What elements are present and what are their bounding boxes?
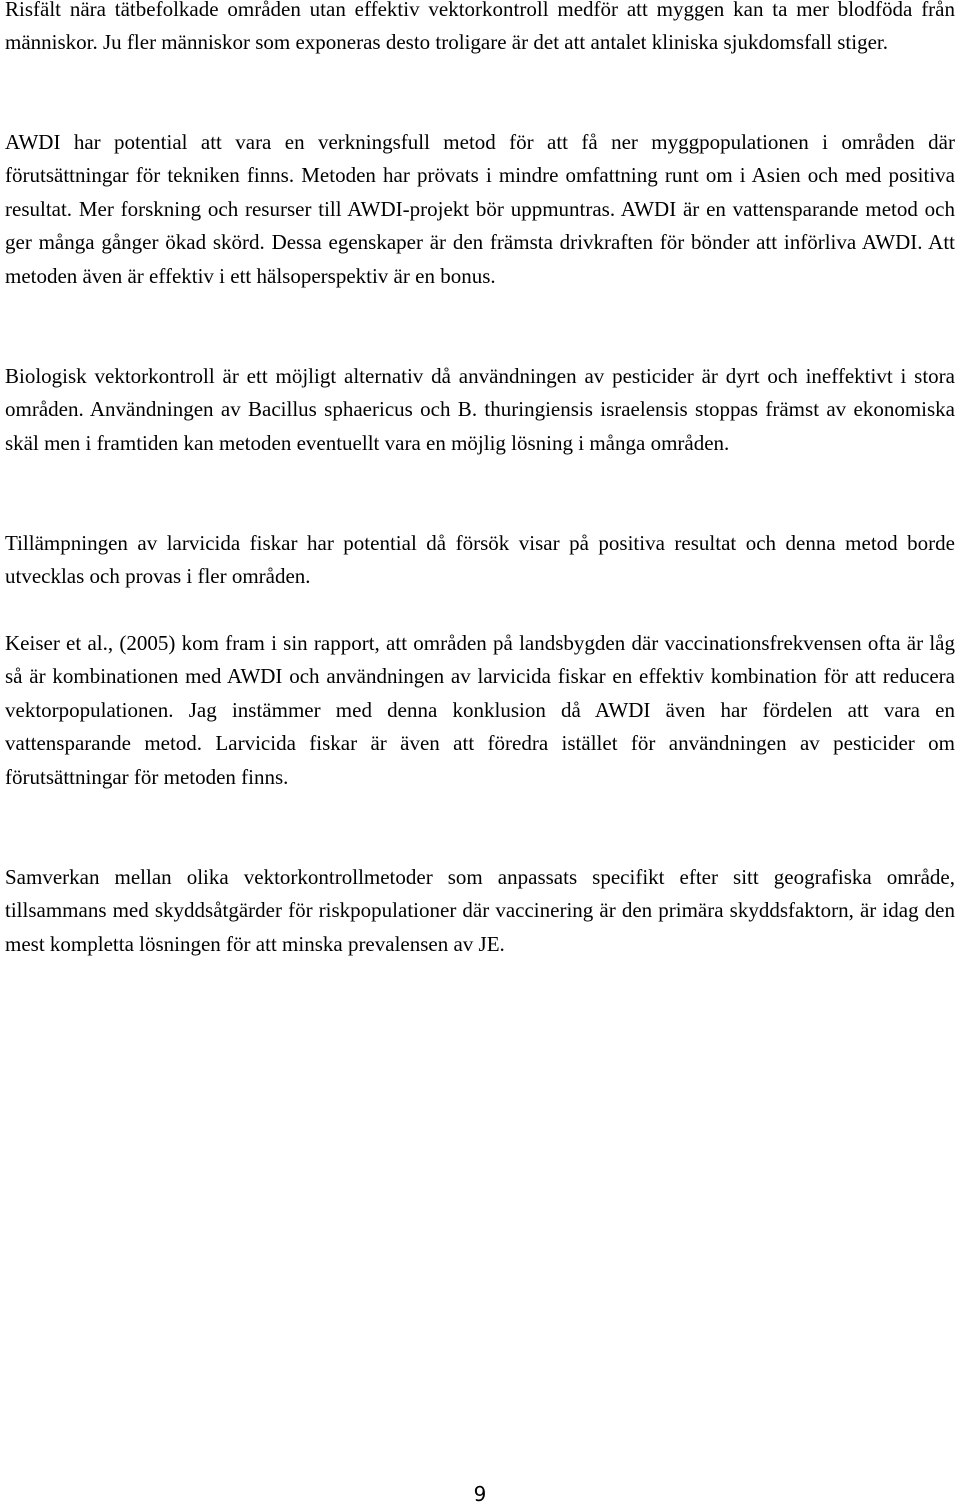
- paragraph-awdi: AWDI har potential att vara en verkningsfull metod för att få ner myggpopulationen i områden där förutsättningar för tekniken finns. Metoden har prövats i mindre omfattning runt om i Asien och med positiva resultat. Mer forskning och resurser till AWDI-projekt bör uppmuntras. AWDI är en vattensparande metod och ger många gånger ökad skörd. Dessa egenskaper är den främsta drivkraften för bönder att införliva AWDI. Att metoden även är effektiv i ett hälsoperspektiv är en bonus.: [5, 130, 955, 288]
- paragraph-conclusion: Samverkan mellan olika vektorkontrollmetoder som anpassats specifikt efter sitt geografiska område, tillsammans med skyddsåtgärder för riskpopulationer där vaccinering är den primära skyddsfaktorn, är idag den mest kompletta lösningen för att minska prevalensen av JE.: [5, 865, 955, 956]
- paragraph-biological-control: Biologisk vektorkontroll är ett möjligt alternativ då användningen av pesticider är dyrt och ineffektivt i stora områden. Användningen av Bacillus sphaericus och B. thuringiensis israelensis stoppas främst av ekonomiska skäl men i framtiden kan metoden eventuellt vara en möjlig lösning i många områden.: [5, 364, 955, 455]
- paragraph-larvicidal-fish: Tillämpningen av larvicida fiskar har potential då försök visar på positiva resultat och denna metod borde utvecklas och provas i fler områden.: [5, 531, 955, 589]
- page-number: 9: [473, 1482, 487, 1506]
- paragraph-keiser-2005: Keiser et al., (2005) kom fram i sin rapport, att områden på landsbygden där vaccinationsfrekvensen ofta är låg så är kombinationen med AWDI och användningen av larvicida fiskar en effektiv kombination för att reducera vektorpopulationen. Jag instämmer med denna konklusion då AWDI även har fördelen att vara en vattensparande metod. Larvicida fiskar är även att föredra istället för användningen av pesticider om förutsättningar för metoden finns.: [5, 631, 955, 789]
- document-page: [5, 0, 955, 1509]
- paragraph-rice-fields: Risfält nära tätbefolkade områden utan effektiv vektorkontroll medför att myggen kan ta mer blodföda från människor. Ju fler människor som exponeras desto troligare är det att antalet kliniska sjukdomsfall stiger.: [5, 0, 955, 55]
